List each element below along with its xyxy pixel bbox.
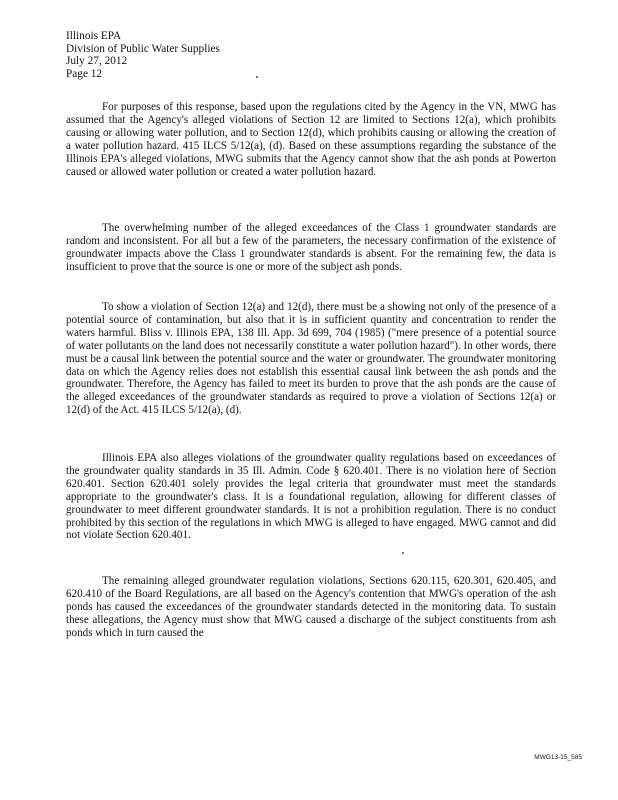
letter-header bbox=[66, 30, 220, 80]
paragraph-4: Illinois EPA also alleges violations of the groundwater quality regulations based on exceedances of the groundwater quality standards in 35 Ill. Admin. Code § 620.401. There is no violation here of Section 620.401. Section 620.401 solely provides the legal criteria that groundwater must meet the standards appropriate to the groundwater's class. It is a foundational regulation, allowing for different classes of groundwater to meet different groundwater standards. It is not a prohibition regulation. There is no conduct prohibited by this section of the regulations in which MWG is alleged to have engaged. MWG cannot and did not violate Section 620.401. bbox=[66, 452, 556, 542]
scan-speck bbox=[402, 552, 404, 554]
paragraph-5: The remaining alleged groundwater regulation violations, Sections 620.115, 620.301, 620.405, and 620.410 of the Board Regulations, are all based on the Agency's contention that MWG's operation of the ash ponds has caused the exceedances of the groundwater standards detected in the monitoring data. To sustain these allegations, the Agency must show that MWG caused a discharge of the subject constituents from ash ponds which in turn caused the bbox=[66, 575, 556, 639]
header-agency: Illinois EPA bbox=[66, 30, 122, 42]
header-page-number: Page 12 bbox=[66, 67, 103, 80]
paragraph-3: To show a violation of Section 12(a) and 12(d), there must be a showing not only of the presence of a potential source of contamination, but also that it is in sufficient quantity and concentration to render the waters harmful. Bliss v. Illinois EPA, 138 Ill. App. 3d 699, 704 (1985) ("mere presence of a potential source of water pollutants on the land does not necessarily constitute a water pollution hazard"). In other words, there must be a causal link between the potential source and the water or groundwater. The groundwater monitoring data on which the Agency relies does not establish this essential causal link between the ash ponds and the groundwater. Therefore, the Agency has failed to meet its burden to prove that the ash ponds are the cause of the alleged exceedances of the groundwater standards as required to prove a violation of Sections 12(a) or 12(d) of the Act. 415 ILCS 5/12(a), (d). bbox=[66, 301, 556, 417]
paragraph-1: For purposes of this response, based upon the regulations cited by the Agency in the VN, MWG has assumed that the Agency's alleged violations of Section 12 are limited to Sections 12(a), which prohibits causing or allowing water pollution, and to Section 12(d), which prohibits causing or allowing the creation of a water pollution hazard. 415 ILCS 5/12(a), (d). Based on these assumptions regarding the substance of the Illinois EPA's alleged violations, MWG submits that the Agency cannot show that the ash ponds at Powerton caused or allowed water pollution or created a water pollution hazard. bbox=[66, 101, 556, 178]
paragraph-2: The overwhelming number of the alleged exceedances of the Class 1 groundwater standards are random and inconsistent. For all but a few of the parameters, the necessary confirmation of the existence of groundwater impacts above the Class 1 groundwater standards is absent. For the remaining few, the data is insufficient to prove that the source is one or more of the subject ash ponds. bbox=[66, 222, 556, 273]
header-date: July 27, 2012 bbox=[66, 55, 128, 68]
bates-number: MWG13-15_585 bbox=[534, 754, 582, 761]
header-division: Division of Public Water Supplies bbox=[66, 42, 220, 55]
scan-speck bbox=[256, 76, 258, 78]
